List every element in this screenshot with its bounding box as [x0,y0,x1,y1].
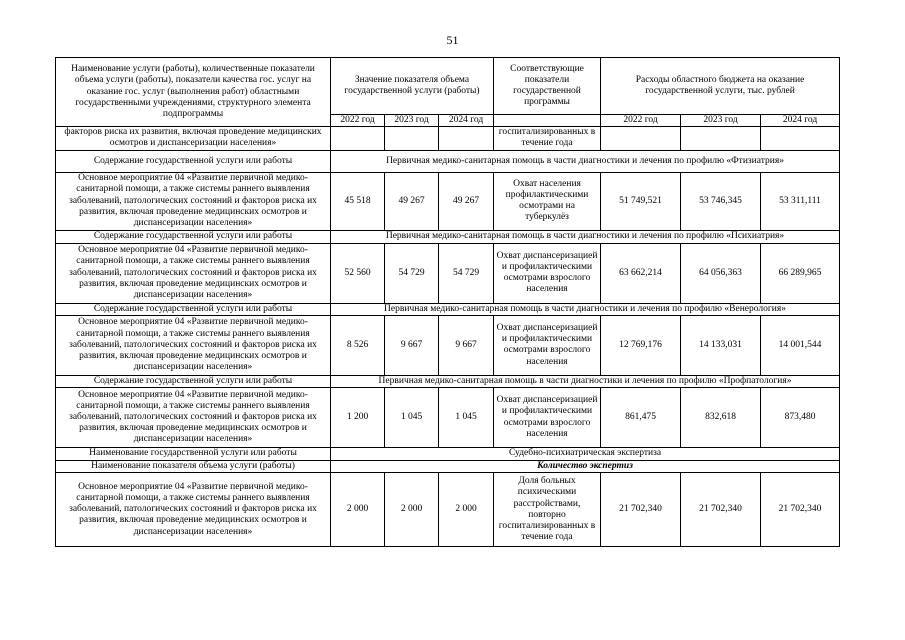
volume-2022: 52 560 [331,243,385,303]
content-label: Содержание государственной услуги или работы [56,230,331,243]
indicator-name-row [56,461,840,473]
volume-2022: 1 200 [331,388,385,448]
volume-2022: 8 526 [331,315,385,375]
year-2023-volume: 2023 год [385,115,439,127]
year-2023-expense: 2023 год [681,115,761,127]
volume-2024: 49 267 [439,172,494,230]
services-table [55,57,840,547]
content-label: Содержание государственной услуги или работы [56,375,331,387]
program-indicator: Охват диспансеризацией и профилактическими осмотрами взрослого населения [494,243,601,303]
indicator-name-value: Количество экспертиз [331,461,840,473]
event-row [56,473,840,547]
section-content-row [56,230,840,243]
continuation-name: факторов риска их развития, включая проведение медицинских осмотров и диспансеризации населения» [56,127,331,150]
event-name: Основное мероприятие 04 «Развитие первичной медико-санитарной помощи, а также системы раннего выявления заболеваний, патологических состояний и факторов риска их развития, включая проведение медицинских осмотров и диспансеризации населения» [56,172,331,230]
event-name: Основное мероприятие 04 «Развитие первичной медико-санитарной помощи, а также системы раннего выявления заболеваний, патологических состояний и факторов риска их развития, включая проведение медицинских осмотров и диспансеризации населения» [56,243,331,303]
expense-2022: 21 702,340 [601,473,681,547]
expense-2024: 53 311,111 [761,172,840,230]
continuation-row [56,127,840,150]
content-value: Первичная медико-санитарная помощь в части диагностики и лечения по профилю «Профпатология» [331,375,840,387]
volume-2022: 45 518 [331,172,385,230]
service-name-value: Судебно-психиатрическая экспертиза [331,448,840,461]
year-2022-expense: 2022 год [601,115,681,127]
volume-2023: 54 729 [385,243,439,303]
program-indicator: Охват диспансеризацией и профилактическими осмотрами взрослого населения [494,388,601,448]
expense-2024: 873,480 [761,388,840,448]
continuation-program: госпитализированных в течение года [494,127,601,150]
event-row [56,315,840,375]
year-2022-volume: 2022 год [331,115,385,127]
volume-2023: 2 000 [385,473,439,547]
service-name-label: Наименование государственной услуги или работы [56,448,331,461]
expense-2024: 21 702,340 [761,473,840,547]
expense-2022: 861,475 [601,388,681,448]
expense-2024: 14 001,544 [761,315,840,375]
content-label: Содержание государственной услуги или работы [56,303,331,315]
header-expense-column: Расходы областного бюджета на оказание государственной услуги, тыс. рублей [601,58,840,115]
event-row [56,388,840,448]
page-number: 51 [446,33,459,47]
expense-2024: 66 289,965 [761,243,840,303]
expense-2022: 51 749,521 [601,172,681,230]
section-content-row [56,150,840,172]
event-name: Основное мероприятие 04 «Развитие первичной медико-санитарной помощи, а также системы раннего выявления заболеваний, патологических состояний и факторов риска их развития, включая проведение медицинских осмотров и диспансеризации населения» [56,473,331,547]
volume-2023: 49 267 [385,172,439,230]
header-program-column: Соответствующие показатели государственной программы [494,58,601,115]
section-content-row [56,303,840,315]
section-content-row [56,375,840,387]
volume-2024: 54 729 [439,243,494,303]
expense-2023: 21 702,340 [681,473,761,547]
volume-2024: 2 000 [439,473,494,547]
content-value: Первичная медико-санитарная помощь в части диагностики и лечения по профилю «Психиатрия» [331,230,840,243]
expense-2023: 14 133,031 [681,315,761,375]
program-indicator: Охват населения профилактическими осмотрами на туберкулёз [494,172,601,230]
volume-2023: 1 045 [385,388,439,448]
expense-2022: 12 769,176 [601,315,681,375]
content-value: Первичная медико-санитарная помощь в части диагностики и лечения по профилю «Венерология» [331,303,840,315]
volume-2024: 1 045 [439,388,494,448]
service-name-row [56,448,840,461]
volume-2022: 2 000 [331,473,385,547]
year-2024-expense: 2024 год [761,115,840,127]
program-indicator: Охват диспансеризацией и профилактическими осмотрами взрослого населения [494,315,601,375]
expense-2023: 64 056,363 [681,243,761,303]
expense-2023: 832,618 [681,388,761,448]
event-name: Основное мероприятие 04 «Развитие первичной медико-санитарной помощи, а также системы раннего выявления заболеваний, патологических состояний и факторов риска их развития, включая проведение медицинских осмотров и диспансеризации населения» [56,388,331,448]
indicator-name-label: Наименование показателя объема услуги (работы) [56,461,331,473]
header-name-column: Наименование услуги (работы), количественные показатели объема услуги (работы), показатели качества гос. услуг на оказание гос. услуг (выполнения работ) областными государственными учреждениями, структурного элемента подпрограммы [56,58,331,127]
expense-2022: 63 662,214 [601,243,681,303]
expense-2023: 53 746,345 [681,172,761,230]
volume-2024: 9 667 [439,315,494,375]
header-volume-column: Значение показателя объема государственной услуги (работы) [331,58,494,115]
header-program-empty [494,115,601,127]
content-label: Содержание государственной услуги или работы [56,150,331,172]
volume-2023: 9 667 [385,315,439,375]
program-indicator: Доля больных психическими расстройствами, повторно госпитализированных в течение года [494,473,601,547]
content-value: Первичная медико-санитарная помощь в части диагностики и лечения по профилю «Фтизиатрия» [331,150,840,172]
year-2024-volume: 2024 год [439,115,494,127]
header-row [56,58,840,115]
event-row [56,243,840,303]
event-row [56,172,840,230]
event-name: Основное мероприятие 04 «Развитие первичной медико-санитарной помощи, а также системы раннего выявления заболеваний, патологических состояний и факторов риска их развития, включая проведение медицинских осмотров и диспансеризации населения» [56,315,331,375]
